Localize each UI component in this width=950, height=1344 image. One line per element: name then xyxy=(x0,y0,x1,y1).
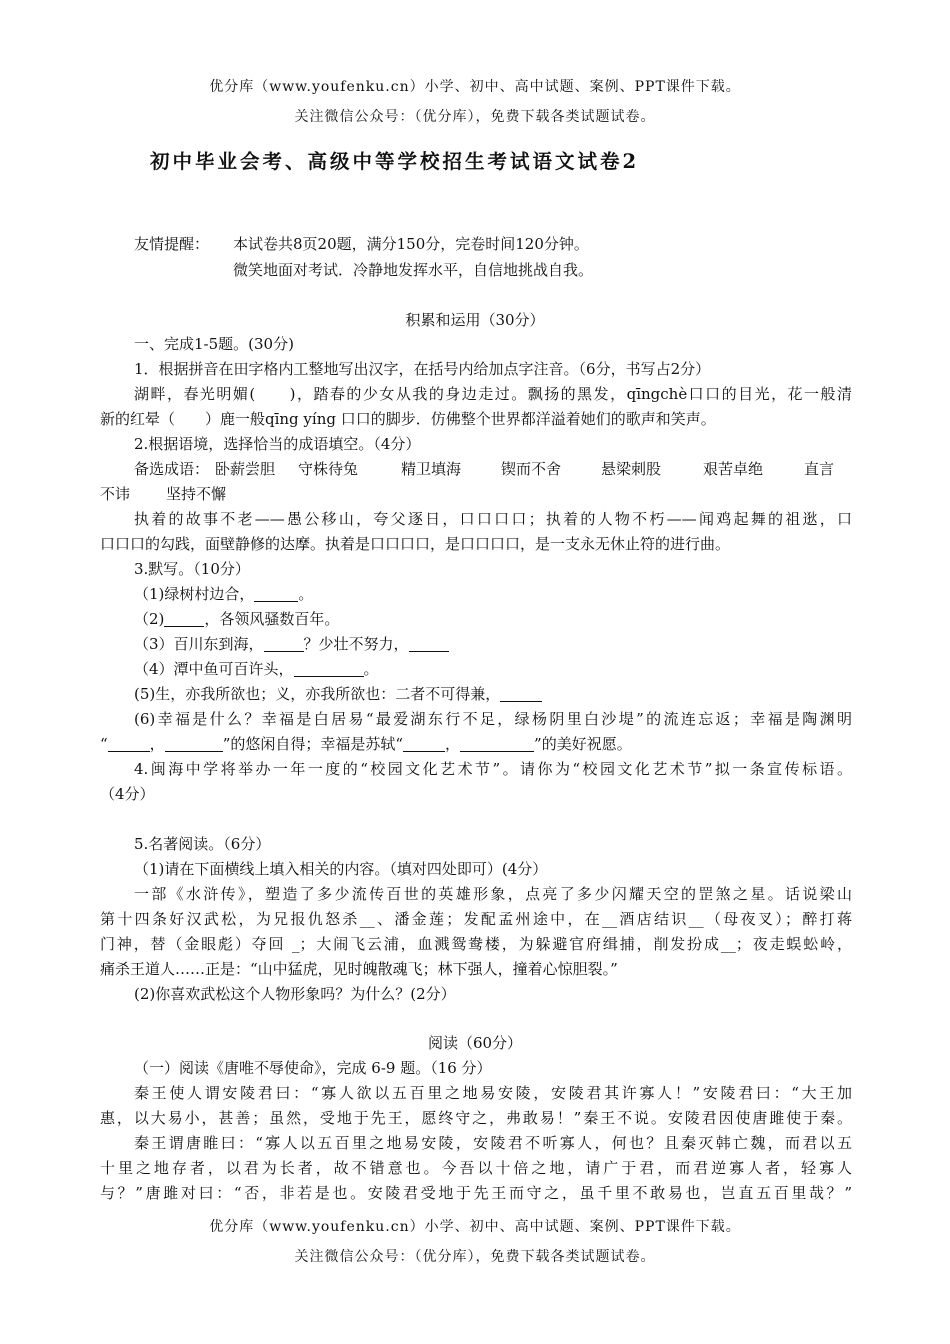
q3-item-text: ？少壮不努力， xyxy=(303,635,409,653)
q4-line-2: （4分） xyxy=(100,785,155,803)
q2-options-label: 备选成语： xyxy=(134,460,210,478)
q3-item-text: （3）百川东到海， xyxy=(134,635,264,653)
q3-stem: 3.默写。（10分） xyxy=(134,560,250,578)
header-line-2: 关注微信公众号：（优分库），免费下载各类试题试卷。 xyxy=(294,109,656,125)
answer-blank[interactable] xyxy=(409,636,449,652)
idiom-option: 锲而不舍 xyxy=(501,460,562,478)
q5-sub-2: (2)你喜欢武松这个人物形象吗？为什么？(2分） xyxy=(134,985,456,1003)
passage-p1-line-1: 秦王使人谓安陵君曰：“寡人欲以五百里之地易安陵，安陵君其许寡人！”安陵君曰：“大王加 xyxy=(134,1084,852,1102)
answer-blank[interactable] xyxy=(254,586,298,602)
q4-line-1: 4.闽海中学将举办一年一度的“校园文化艺术节”。请你为“校园文化艺术节”拟一条宣传标语。 xyxy=(134,760,852,778)
passage-p2-line-3: 与？”唐雎对曰：“否，非若是也。安陵君受地于先王而守之，虽千里不敢易也，岂直五百里哉？” xyxy=(100,1184,852,1202)
idiom-option: 悬梁刺股 xyxy=(601,460,662,478)
q3-item-text: (5)生，亦我所欲也；义，亦我所欲也：二者不可得兼， xyxy=(134,685,501,703)
q5-paragraph-line-3: 门神，替（金眼彪）夺回 _；大闹飞云浦，血溅鸳鸯楼，为躲避官府缉捕，削发扮成__；夜走蜈蚣岭， xyxy=(100,935,852,953)
quote-mark: “ xyxy=(100,735,108,753)
part-one-heading: 一、完成1-5题。(30分) xyxy=(134,335,294,353)
idiom-option: 守株待兔 xyxy=(298,460,359,478)
passage-p1-line-2: 惠，以大易小，甚善；虽然，受地于先王，愿终守之，弗敢易！”秦王不说。安陵君因使唐雎使于秦。 xyxy=(100,1109,852,1127)
page-title: 初中毕业会考、高级中等学校招生考试语文试卷2 xyxy=(150,150,640,173)
q3-item-5 xyxy=(134,683,542,704)
reminder-line-1: 本试卷共8页20题，满分150分，完卷时间120分钟。 xyxy=(233,235,589,253)
q3-item-4 xyxy=(134,658,379,679)
idiom-option: 坚持不懈 xyxy=(166,485,227,503)
idiom-option: 不讳 xyxy=(100,485,131,503)
q3-item-text: 。 xyxy=(298,585,314,603)
answer-blank[interactable] xyxy=(164,611,204,627)
q5-sub-1: （1)请在下面横线上填入相关的内容。（填对四处即可）(4分） xyxy=(134,860,548,878)
reminder-label: 友情提醒： xyxy=(134,235,210,253)
q3-item-text: ，各领风骚数百年。 xyxy=(204,610,340,628)
reminder-line-2: 微笑地面对考试．冷静地发挥水平，自信地挑战自我。 xyxy=(233,261,594,279)
answer-blank[interactable] xyxy=(403,736,445,752)
idiom-option: 卧薪尝胆 xyxy=(215,460,276,478)
q3-item-6-line-2 xyxy=(100,733,632,754)
comma: ， xyxy=(149,735,165,753)
header-line-1: 优分库（www.youfenku.cn）小学、初中、高中试题、案例、PPT课件下载。 xyxy=(209,79,741,95)
section-heading-accumulation: 积累和运用（30分） xyxy=(405,311,545,329)
q1-text-line-1: 湖畔，春光明媚( )，踏春的少女从我的身边走过。飘扬的黑发，qīngchè口口的目光，花一般清 xyxy=(134,385,852,403)
q1-stem: 1．根据拼音在田字格内工整地写出汉字，在括号内给加点字注音。（6分，书写占2分） xyxy=(134,360,711,378)
answer-blank[interactable] xyxy=(460,736,534,752)
q2-stem: 2.根据语境，选择恰当的成语填空。（4分） xyxy=(134,435,421,453)
idiom-option: 直言 xyxy=(804,460,835,478)
q2-paragraph-line-2: 口口口的勾践，面壁静修的达摩。执着是口口口口，是口口口口，是一支永无休止符的进行曲。 xyxy=(100,535,731,553)
footer-line-2: 关注微信公众号：（优分库），免费下载各类试题试卷。 xyxy=(294,1249,656,1265)
answer-blank[interactable] xyxy=(264,636,304,652)
comma: ， xyxy=(445,735,461,753)
q3-item-text: （1)绿树村边合， xyxy=(134,585,255,603)
idiom-option: 精卫填海 xyxy=(401,460,462,478)
q3-item-text: ”的美好祝愿。 xyxy=(534,735,632,753)
q3-item-3 xyxy=(134,633,449,654)
q3-item-2 xyxy=(134,608,339,629)
q2-paragraph-line-1: 执着的故事不老——愚公移山，夸父逐日，口口口口；执着的人物不朽——闻鸡起舞的祖逖，口 xyxy=(134,510,852,528)
q5-paragraph-line-4: 痛杀王道人……正是：“山中猛虎，见时魄散魂飞；林下强人，撞着心惊胆裂。” xyxy=(100,960,618,978)
section-heading-reading: 阅读（60分） xyxy=(427,1034,523,1052)
passage-p2-line-1: 秦王谓唐睢曰：“寡人以五百里之地易安陵，安陵君不听寡人，何也？且秦灭韩亡魏，而君以五 xyxy=(134,1134,852,1152)
q3-item-text: （2) xyxy=(134,610,165,628)
answer-blank[interactable] xyxy=(294,661,364,677)
q3-item-text: ”的悠闲自得；幸福是苏轼“ xyxy=(222,735,404,753)
q3-item-text: 。 xyxy=(363,660,379,678)
q3-item-text: （4）潭中鱼可百许头， xyxy=(134,660,294,678)
reading-sub-heading: （一）阅读《唐唯不辱使命》，完成 6-9 题。（16 分） xyxy=(134,1059,492,1077)
answer-blank[interactable] xyxy=(165,736,223,752)
q3-item-6-line-1: (6)幸福是什么？幸福是白居易“最爱湖东行不足，绿杨阴里白沙堤”的流连忘返；幸福是陶渊明 xyxy=(134,710,852,728)
answer-blank[interactable] xyxy=(108,736,150,752)
q5-paragraph-line-1: 一部《水浒传》，塑造了多少流传百世的英雄形象，点亮了多少闪耀天空的罡煞之星。话说梁山 xyxy=(134,885,852,903)
answer-blank[interactable] xyxy=(500,686,542,702)
footer-line-1: 优分库（www.youfenku.cn）小学、初中、高中试题、案例、PPT课件下载。 xyxy=(209,1219,741,1235)
q3-item-1 xyxy=(134,583,313,604)
idiom-option: 艰苦卓绝 xyxy=(703,460,764,478)
q5-stem: 5.名著阅读。（6分） xyxy=(134,835,271,853)
q5-paragraph-line-2: 第十四条好汉武松，为兄报仇怒杀__、潘金莲；发配孟州途中，在__酒店结识__（母夜叉）；醉打蒋 xyxy=(100,910,852,928)
q1-text-line-2: 新的红晕（ ）鹿一般qīng yíng 口口的脚步．仿佛整个世界都洋溢着她们的歌声和笑声。 xyxy=(100,410,716,428)
passage-p2-line-2: 十里之地存者，以君为长者，故不错意也。今吾以十倍之地，请广于君，而君逆寡人者，轻寡人 xyxy=(100,1159,852,1177)
